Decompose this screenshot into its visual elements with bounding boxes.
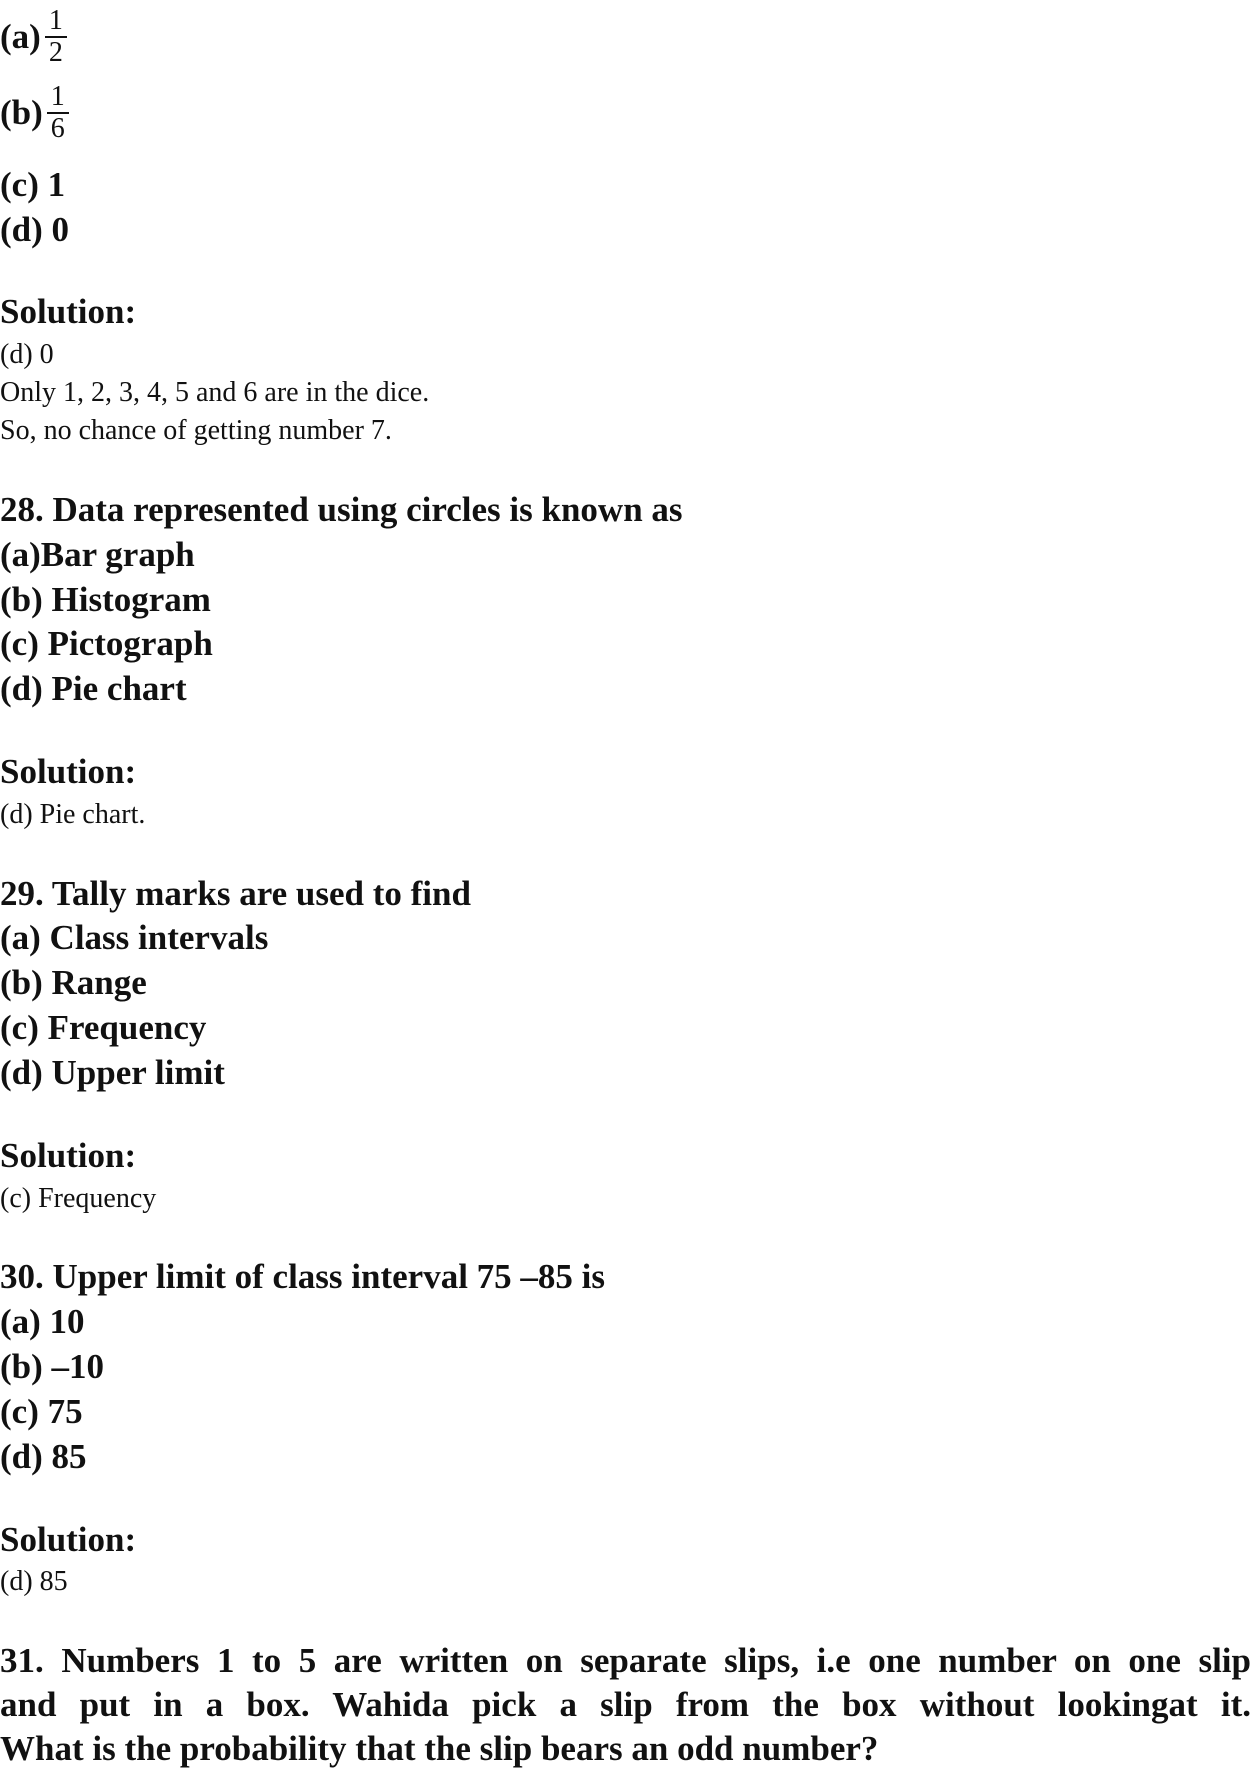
fraction bbox=[45, 6, 67, 68]
q28-solution-heading: Solution: bbox=[0, 752, 137, 791]
fraction-denominator: 2 bbox=[48, 37, 63, 68]
q31-question-line: What is the probability that the slip bears an odd number? bbox=[0, 1729, 879, 1768]
q27-option-c: (c) 1 bbox=[0, 165, 66, 204]
q28-option-d: (d) Pie chart bbox=[0, 669, 187, 708]
q27-option-a bbox=[0, 6, 67, 68]
fraction-numerator: 1 bbox=[50, 81, 65, 112]
option-label: (a) bbox=[0, 17, 41, 56]
q28-option-c: (c) Pictograph bbox=[0, 624, 213, 663]
q29-question: 29. Tally marks are used to find bbox=[0, 874, 471, 913]
q29-option-d: (d) Upper limit bbox=[0, 1053, 225, 1092]
q29-option-c: (c) Frequency bbox=[0, 1008, 207, 1047]
q30-option-c: (c) 75 bbox=[0, 1392, 83, 1431]
q29-option-a: (a) Class intervals bbox=[0, 918, 269, 957]
q27-solution-heading: Solution: bbox=[0, 292, 137, 331]
q28-option-b: (b) Histogram bbox=[0, 580, 211, 619]
q27-solution-line: (d) 0 bbox=[0, 339, 54, 370]
q30-solution-line: (d) 85 bbox=[0, 1566, 68, 1597]
q29-option-b: (b) Range bbox=[0, 963, 147, 1002]
q28-solution-line: (d) Pie chart. bbox=[0, 799, 146, 830]
q27-solution-line: So, no chance of getting number 7. bbox=[0, 415, 392, 446]
q29-solution-line: (c) Frequency bbox=[0, 1183, 157, 1214]
q30-option-a: (a) 10 bbox=[0, 1302, 85, 1341]
q30-option-d: (d) 85 bbox=[0, 1437, 87, 1476]
q30-question: 30. Upper limit of class interval 75 –85 is bbox=[0, 1257, 606, 1296]
q27-option-d: (d) 0 bbox=[0, 210, 70, 249]
fraction-denominator: 6 bbox=[50, 113, 65, 144]
option-label: (b) bbox=[0, 93, 43, 132]
q28-question: 28. Data represented using circles is known as bbox=[0, 490, 683, 529]
fraction bbox=[47, 82, 69, 144]
q27-solution-line: Only 1, 2, 3, 4, 5 and 6 are in the dice. bbox=[0, 377, 430, 408]
q31-question-line: and put in a box. Wahida pick a slip from the box without lookingat it. bbox=[0, 1685, 1251, 1724]
q27-option-b bbox=[0, 82, 69, 144]
fraction-numerator: 1 bbox=[48, 5, 63, 36]
q29-solution-heading: Solution: bbox=[0, 1136, 137, 1175]
q31-question-line: 31. Numbers 1 to 5 are written on separate slips, i.e one number on one slip bbox=[0, 1641, 1251, 1680]
q30-option-b: (b) –10 bbox=[0, 1347, 105, 1386]
q30-solution-heading: Solution: bbox=[0, 1520, 137, 1559]
q28-option-a: (a)Bar graph bbox=[0, 535, 195, 574]
